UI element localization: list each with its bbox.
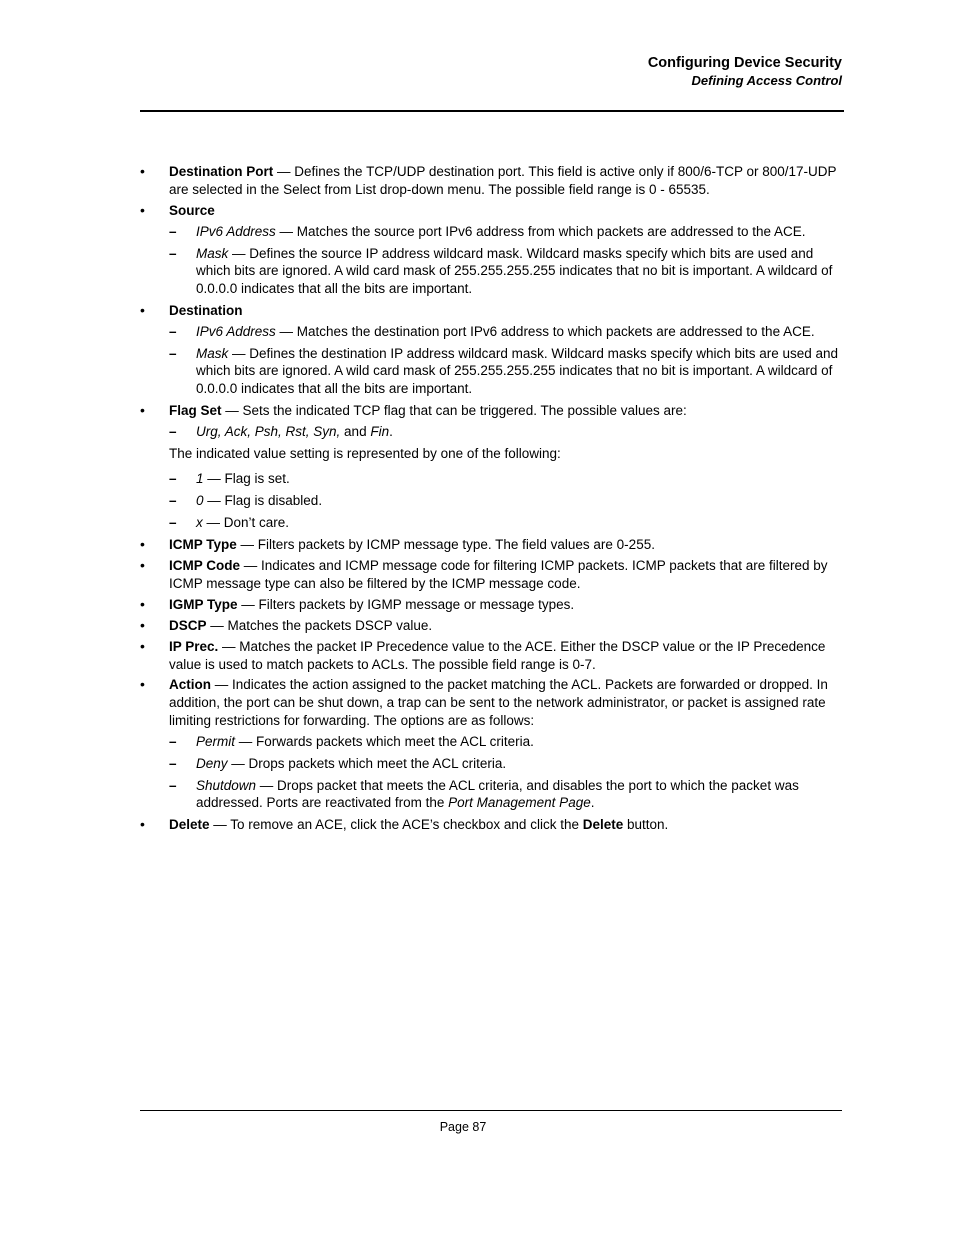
- description: — To remove an ACE, click the ACE’s checkbox and click the: [209, 817, 583, 833]
- description: — Matches the packet IP Precedence value to the ACE. Either the DSCP value or the IP Precedence value is used to match packets to ACLs. The possible field range is 0-7.: [169, 638, 826, 672]
- term: Mask: [196, 245, 229, 261]
- term: IPv6 Address: [196, 323, 276, 339]
- description: — Flag is set.: [203, 471, 290, 487]
- term: Shutdown: [196, 777, 257, 793]
- footer-rule: [140, 1110, 842, 1111]
- dash: –: [169, 493, 177, 509]
- header-rule: [140, 110, 844, 112]
- description-end: button.: [623, 817, 669, 833]
- sub-item-flag-values: [140, 423, 844, 441]
- description: — Flag is disabled.: [203, 493, 323, 509]
- list-item-destination-port: [140, 163, 844, 198]
- page-body: [140, 163, 844, 837]
- term: ICMP Type: [169, 537, 237, 553]
- term: 1: [196, 471, 204, 487]
- description: — Matches the source port IPv6 address from which packets are addressed to the ACE.: [275, 223, 806, 239]
- description: — Don’t care.: [202, 515, 290, 531]
- description: — Matches the destination port IPv6 address to which packets are addressed to the ACE.: [275, 323, 815, 339]
- list-item-delete: [140, 816, 844, 834]
- list-item-source: [140, 202, 844, 220]
- term: Destination Port: [169, 164, 274, 179]
- dash: –: [169, 323, 177, 339]
- term: DSCP: [169, 617, 207, 633]
- header-subtitle: Defining Access Control: [691, 73, 842, 88]
- sub-item-source-mask: [140, 245, 844, 298]
- list-item-ip-prec: [140, 638, 844, 673]
- page-number: Page 87: [439, 1120, 487, 1134]
- description: — Filters packets by IGMP message or message types.: [237, 596, 575, 612]
- list-item-destination: [140, 302, 844, 320]
- dash: –: [169, 345, 177, 361]
- sub-item-permit: [140, 733, 844, 751]
- sub-item-shutdown: [140, 777, 844, 812]
- description: — Indicates the action assigned to the packet matching the ACL. Packets are forwarded or dropped. In addition, the port can be shut down, a trap can be sent to the network administrator, or packet is assigned rate limiting restrictions for forwarding. The options are as follows:: [169, 677, 828, 728]
- term: IGMP Type: [169, 596, 238, 612]
- dash: –: [169, 733, 177, 749]
- description: — Drops packet that meets the ACL criteria, and disables the port to which the packet was addressed. Ports are reactivated from the: [196, 777, 799, 811]
- dash: –: [169, 777, 177, 793]
- description: — Indicates and ICMP message code for filtering ICMP packets. ICMP packets that are filtered by ICMP message type can also be filtered by the ICMP message code.: [169, 558, 828, 591]
- list-item-icmp-type: [140, 536, 844, 554]
- list-item-icmp-code: [140, 557, 844, 592]
- sub-item-flag-1: [140, 470, 844, 488]
- term: Delete: [169, 817, 210, 833]
- list-item-flag-set: [140, 402, 844, 420]
- description: — Defines the destination IP address wildcard mask. Wildcard masks specify which bits are used and which bits are ignored. A wild card mask of 255.255.255.255 indicates that no bit is important. A wildcard of 0.0.0.0 indicates that all the bits are important.: [196, 345, 839, 396]
- port-management-reference: Port Management Page: [448, 795, 591, 811]
- flag-values-last: Fin: [370, 423, 390, 439]
- period: .: [389, 423, 393, 439]
- description: — Defines the source IP address wildcard mask. Wildcard masks specify which bits are used and which bits are ignored. A wild card mask of 255.255.255.255 indicates that no bit is important. A wildcard of 0.0.0.0 indicates that all the bits are important.: [196, 245, 833, 296]
- flag-setting-text: The indicated value setting is represented by one of the following:: [169, 445, 561, 461]
- description: — Matches the packets DSCP value.: [206, 617, 433, 633]
- header-title: Configuring Device Security: [647, 55, 842, 71]
- list-item-igmp-type: [140, 596, 844, 614]
- sub-item-deny: [140, 755, 844, 773]
- description: — Forwards packets which meet the ACL criteria.: [235, 733, 534, 749]
- flag-values-and: and: [340, 423, 371, 439]
- sub-item-flag-0: [140, 492, 844, 510]
- term: Destination: [169, 302, 243, 318]
- term: x: [196, 515, 203, 531]
- description: — Drops packets which meet the ACL criteria.: [227, 755, 507, 771]
- list-item-dscp: [140, 617, 844, 635]
- dash: –: [169, 471, 177, 487]
- term: IPv6 Address: [196, 223, 276, 239]
- period: .: [590, 795, 595, 811]
- list-item-action: [140, 676, 844, 729]
- sub-item-destination-mask: [140, 345, 844, 398]
- dash: –: [169, 423, 177, 439]
- sub-item-flag-x: [140, 514, 844, 532]
- dash: –: [169, 515, 177, 531]
- description: — Defines the TCP/UDP destination port. This field is active only if 800/6-TCP or 800/17-UDP are selected in the Select from List drop-down menu. The possible field range is 0 - 65535.: [169, 164, 837, 197]
- term: 0: [196, 493, 204, 509]
- term: Permit: [196, 733, 236, 749]
- term: ICMP Code: [169, 558, 241, 574]
- dash: –: [169, 755, 177, 771]
- term: IP Prec.: [169, 638, 219, 654]
- dash: –: [169, 223, 177, 239]
- description: — Filters packets by ICMP message type. The field values are 0-255.: [236, 537, 655, 553]
- dash: –: [169, 245, 177, 261]
- term: Deny: [196, 755, 228, 771]
- term: Flag Set: [169, 402, 222, 418]
- sub-item-destination-ipv6: [140, 323, 844, 341]
- term: Mask: [196, 345, 229, 361]
- delete-button-reference: Delete: [582, 817, 624, 833]
- term: Action: [169, 677, 211, 693]
- description: — Sets the indicated TCP flag that can be triggered. The possible values are:: [221, 402, 687, 418]
- term: Source: [169, 202, 215, 218]
- sub-item-source-ipv6: [140, 223, 844, 241]
- flag-values: Urg, Ack, Psh, Rst, Syn,: [196, 423, 341, 439]
